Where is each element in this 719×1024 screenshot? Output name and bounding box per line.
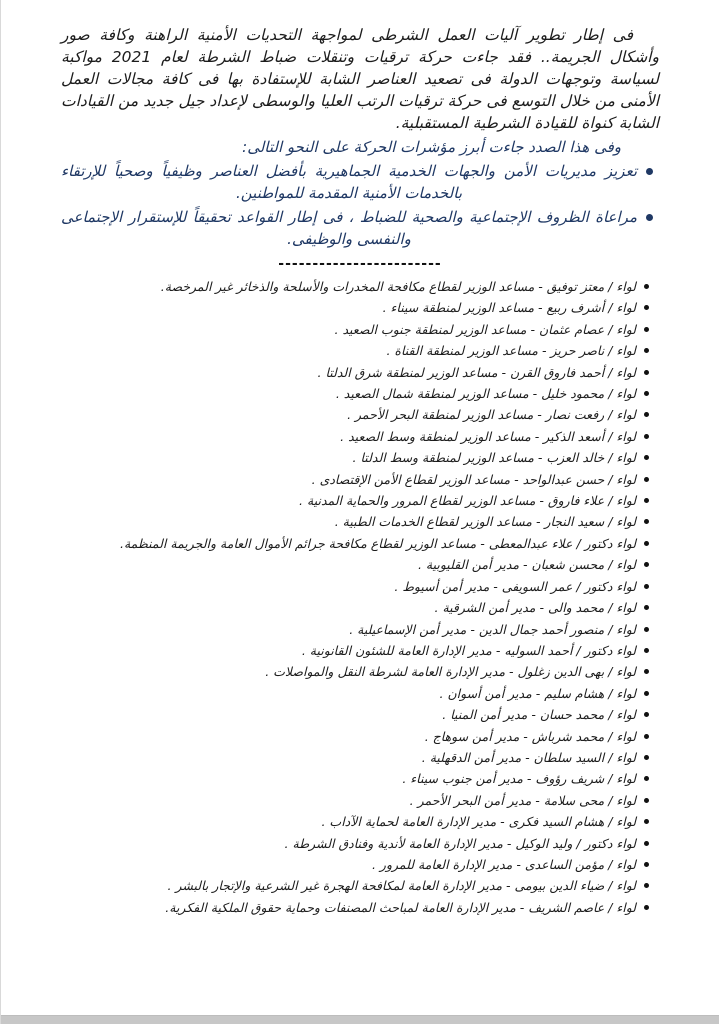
- appointment-item: لواء / شريف رؤوف - مدير أمن جنوب سيناء .: [61, 768, 651, 789]
- appointments-list: [61, 276, 659, 918]
- page-bottom-bar: [1, 1015, 719, 1024]
- dashed-separator: ------------------------: [278, 256, 442, 272]
- movement-highlights-list: [61, 160, 659, 250]
- appointment-item: لواء دكتور / عمر السويفى - مدير أمن أسيوط .: [61, 576, 651, 597]
- appointment-item: لواء / محى سلامة - مدير أمن البحر الأحمر .: [61, 790, 651, 811]
- appointment-item: لواء / السيد سلطان - مدير أمن الدقهلية .: [61, 747, 651, 768]
- movement-indicators-heading: وفى هذا الصدد جاءت أبرز مؤشرات الحركة على النحو التالى:: [242, 138, 621, 156]
- appointment-item: لواء / محمد شرباش - مدير أمن سوهاج .: [61, 726, 651, 747]
- appointment-item: لواء / هشام سليم - مدير أمن أسوان .: [61, 683, 651, 704]
- document-content: [1, 0, 719, 918]
- appointment-item: لواء / عاصم الشريف - مدير الإدارة العامة لمباحث المصنفات وحماية حقوق الملكية الفكرية.: [61, 897, 651, 918]
- appointment-item: لواء / مؤمن الساعدى - مدير الإدارة العامة للمرور .: [61, 854, 651, 875]
- appointment-item: لواء / ضياء الدين بيومى - مدير الإدارة العامة لمكافحة الهجرة غير الشرعية والإتجار بالبشر .: [61, 875, 651, 896]
- intro-paragraph: فى إطار تطوير آليات العمل الشرطى لمواجهة التحديات الأمنية الراهنة وكافة صور وأشكال الجريمة.. فقد جاءت حركة ترقيات وتنقلات ضباط الشرطة لعام 2021 مواكبة لسياسة وتوجهات الدولة فى تصعيد العناصر الشابة للإستفادة بها فى كافة مجالات العمل الأمنى من خلال التوسع فى حركة ترقيات الرتب العليا والوسطى لإعداد جيل جديد من القيادات الشابة كنواة للقيادة الشرطية المستقبلية.: [61, 26, 659, 132]
- highlight-bullet-item: تعزيز مديريات الأمن والجهات الخدمية الجماهيرية بأفضل العناصر وظيفياً وصحياً للإرتقاء بالخدمات الأمنية المقدمة للمواطنين.: [61, 160, 653, 204]
- appointment-item: لواء / سعيد النجار - مساعد الوزير لقطاع الخدمات الطبية .: [61, 511, 651, 532]
- appointment-item: لواء / رفعت نصار - مساعد الوزير لمنطقة البحر الأحمر .: [61, 404, 651, 425]
- appointment-item: لواء / منصور أحمد جمال الدين - مدير أمن الإسماعيلية .: [61, 619, 651, 640]
- appointment-item: لواء / محمد والى - مدير أمن الشرقية .: [61, 597, 651, 618]
- appointment-item: لواء / عصام عثمان - مساعد الوزير لمنطقة جنوب الصعيد .: [61, 319, 651, 340]
- appointment-item: لواء / أشرف ربيع - مساعد الوزير لمنطقة سيناء .: [61, 297, 651, 318]
- appointment-item: لواء / معتز توفيق - مساعد الوزير لقطاع مكافحة المخدرات والأسلحة والذخائر غير المرخصة.: [61, 276, 651, 297]
- appointment-item: لواء دكتور / وليد الوكيل - مدير الإدارة العامة لأندية وفنادق الشرطة .: [61, 833, 651, 854]
- appointment-item: لواء / محسن شعبان - مدير أمن القليوبية .: [61, 554, 651, 575]
- appointment-item: لواء دكتور / علاء عبدالمعطى - مساعد الوزير لقطاع مكافحة جرائم الأموال العامة والجريمة المنظمة.: [61, 533, 651, 554]
- appointment-item: لواء دكتور / أحمد السوليه - مدير الإدارة العامة للشئون القانونية .: [61, 640, 651, 661]
- appointment-item: لواء / هشام السيد فكرى - مدير الإدارة العامة لحماية الآداب .: [61, 811, 651, 832]
- appointment-item: لواء / علاء فاروق - مساعد الوزير لقطاع المرور والحماية المدنية .: [61, 490, 651, 511]
- appointment-item: لواء / محمود خليل - مساعد الوزير لمنطقة شمال الصعيد .: [61, 383, 651, 404]
- appointment-item: لواء / خالد العزب - مساعد الوزير لمنطقة وسط الدلتا .: [61, 447, 651, 468]
- appointment-item: لواء / ناصر حريز - مساعد الوزير لمنطقة القناة .: [61, 340, 651, 361]
- appointment-item: لواء / أحمد فاروق القرن - مساعد الوزير لمنطقة شرق الدلتا .: [61, 362, 651, 383]
- appointment-item: لواء / حسن عبدالواحد - مساعد الوزير لقطاع الأمن الإقتصادى .: [61, 469, 651, 490]
- appointment-item: لواء / بهى الدين زغلول - مدير الإدارة العامة لشرطة النقل والمواصلات .: [61, 661, 651, 682]
- appointment-item: لواء / أسعد الذكير - مساعد الوزير لمنطقة وسط الصعيد .: [61, 426, 651, 447]
- highlight-bullet-item: مراعاة الظروف الإجتماعية والصحية للضباط ، فى إطار القواعد تحقيقاً للإستقرار الإجتماعى والنفسى والوظيفى.: [61, 206, 653, 250]
- appointment-item: لواء / محمد حسان - مدير أمن المنيا .: [61, 704, 651, 725]
